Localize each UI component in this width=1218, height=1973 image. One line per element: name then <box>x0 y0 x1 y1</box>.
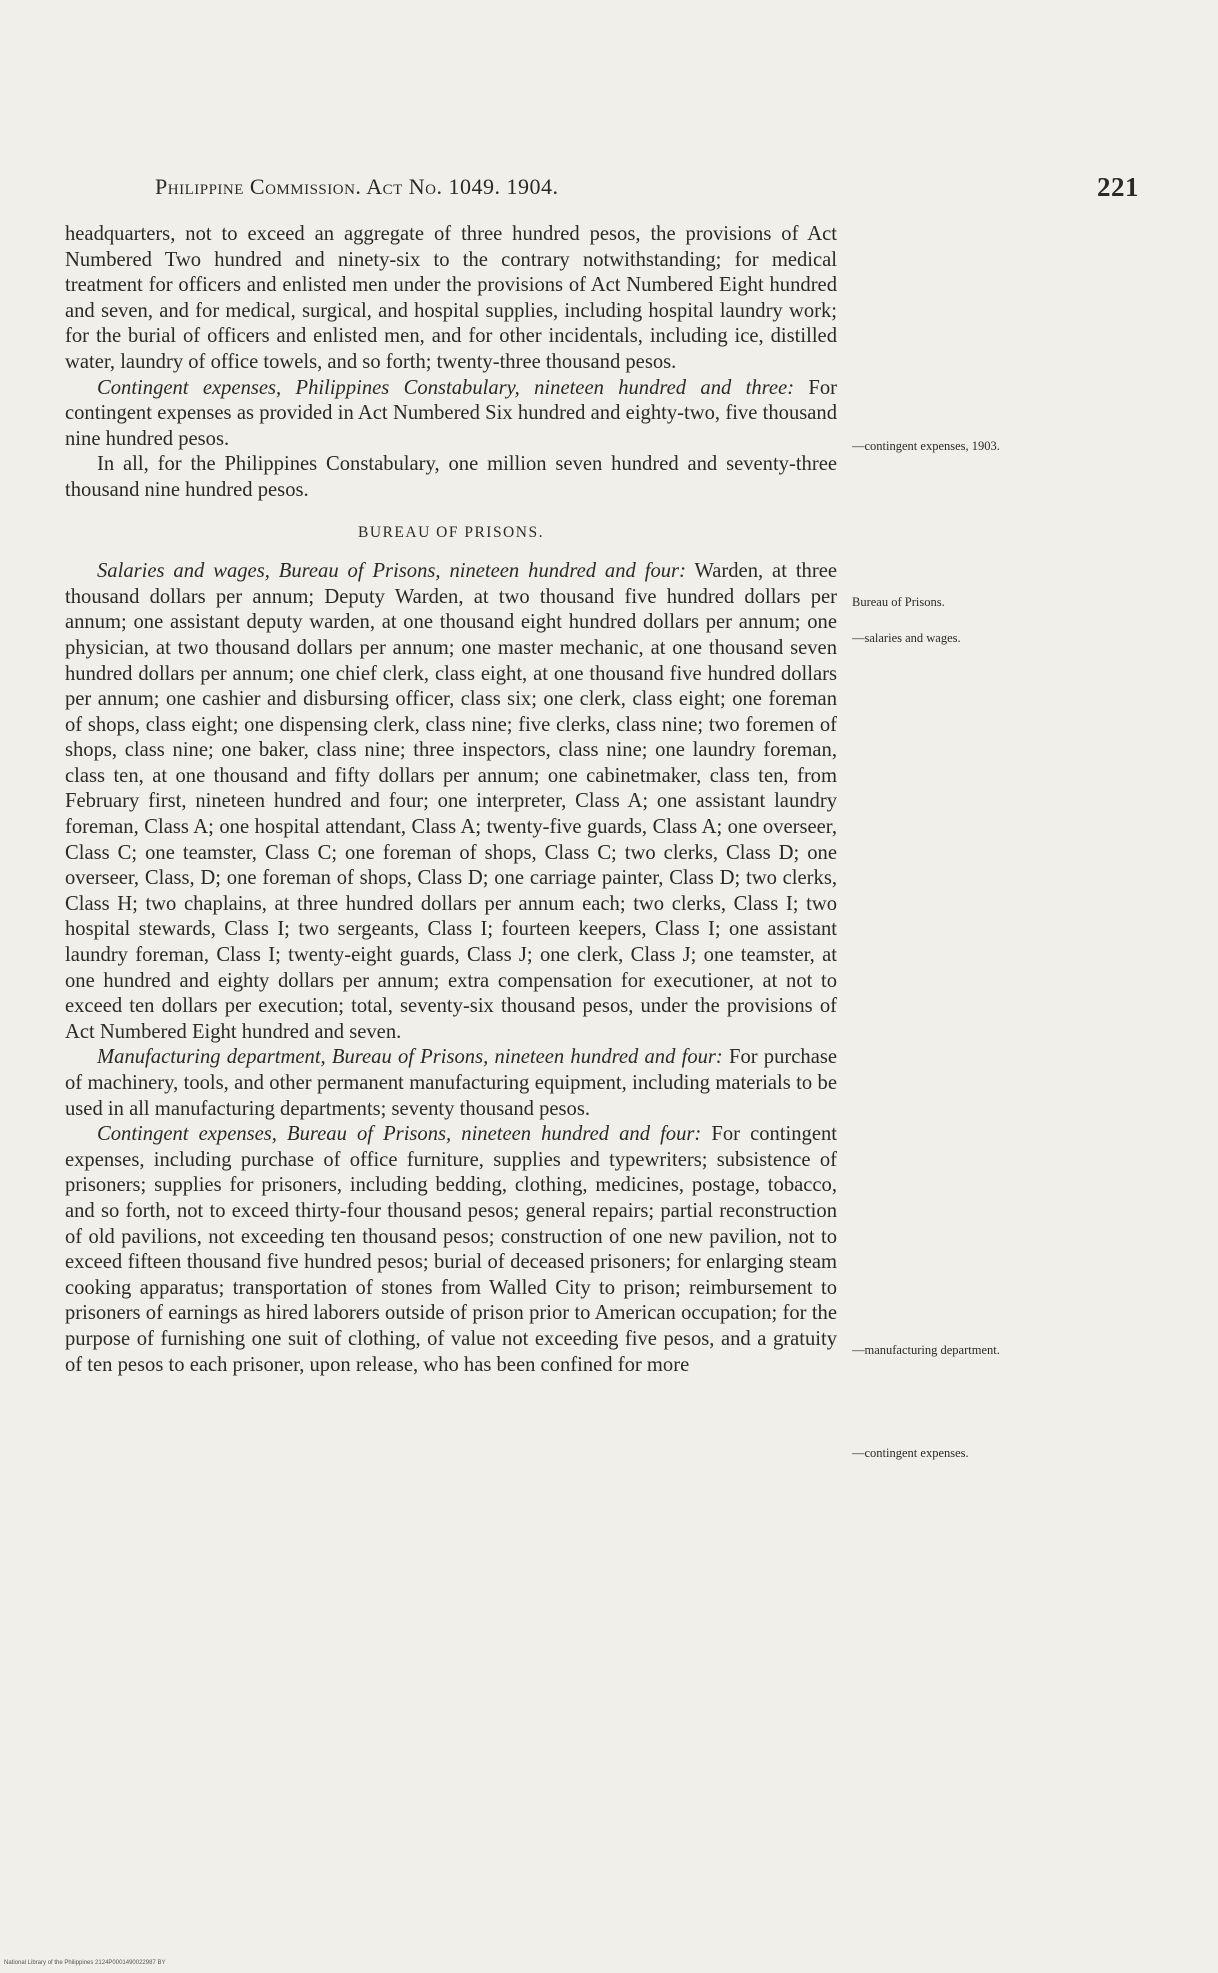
running-title: Philippine Commission. Act No. 1049. 1904. <box>155 174 559 199</box>
item-text: For purchase of machinery, tools, and other permanent manufacturing equipment, including materials to be used in all manufacturing departments; seventy thousand pesos. <box>65 1046 837 1120</box>
margin-note-manufacturing: —manufacturing department. <box>852 1343 1000 1357</box>
item-heading: Contingent expenses, Philippines Constabulary, nineteen hundred and three: <box>97 376 795 399</box>
item-text: Warden, at three thousand dollars per annum; Deputy Warden, at two thousand five hundred dollars per annum; one assistant deputy warden, at one thousand eight hundred dollars per annum; one physician, at two thousand dollars per annum; one master mechanic, at one thousand seven hundred dollars per annum; one chief clerk, class eight, at one thousand five hundred dollars per annum; one cashier and disbursing officer, class six; one clerk, class eight; one foreman of shops, class eight; one dispensing clerk, class nine; five clerks, class nine; two foremen of shops, class nine; one baker, class nine; three inspectors, class nine; one laundry foreman, class ten, at one thousand and fifty dollars per annum; one cabinetmaker, class ten, from February first, nineteen hundred and four; one interpreter, Class A; one assistant laundry foreman, Class A; one hospital attendant, Class A; twenty-five guards, Class A; one overseer, Class C; one teamster, Class C; one foreman of shops, Class C; two clerks, Class D; one overseer, Class, D; one foreman of shops, Class D; one carriage painter, Class D; two clerks, Class H; two chaplains, at three hundred dollars per annum each; two clerks, Class I; two hospital stewards, Class I; two sergeants, Class I; fourteen keepers, Class I; one assistant laundry foreman, Class I; twenty-eight guards, Class J; one clerk, Class J; one teamster, at one hundred and eighty dollars per annum; extra compensation for executioner, at not to exceed ten dollars per execution; total, seventy-six thousand pesos, under the provisions of Act Numbered Eight hundred and seven. <box>65 560 837 1043</box>
paragraph-salaries <box>65 559 837 1045</box>
paragraph-constabulary-contingent <box>65 376 837 453</box>
section-heading: BUREAU OF PRISONS. <box>358 523 544 541</box>
margin-note-bureau-prisons: Bureau of Prisons. <box>852 595 945 609</box>
paragraph-constabulary-total: In all, for the Philippines Constabulary, one million seven hundred and seventy-three thousand nine hundred pesos. <box>65 453 837 501</box>
margin-note-salaries: —salaries and wages. <box>852 631 961 645</box>
body-text <box>65 222 837 1378</box>
item-text: For contingent expenses, including purchase of office furniture, supplies and typewriters; subsistence of prisoners; supplies for prisoners, including bedding, clothing, medicines, postage, tobacco, and so forth, not to exceed thirty-four thousand pesos; general repairs; partial reconstruction of old pavilions, not exceeding ten thousand pesos; construction of one new pavilion, not to exceed fifteen thousand five hundred pesos; burial of deceased prisoners; for enlarging steam cooking apparatus; transportation of stones from Walled City to prison; reimbursement to prisoners of earnings as hired laborers outside of prison prior to American occupation; for the purpose of furnishing one suit of clothing, of value not exceeding five pesos, and a gratuity of ten pesos to each prisoner, upon release, who has been confined for more <box>65 1123 838 1376</box>
paragraph-continuation: headquarters, not to exceed an aggregate of three hundred pesos, the provisions of Act Numbered Two hundred and ninety-six to the contrary notwithstanding; for medical treatment for officers and enlisted men under the provisions of Act Numbered Eight hundred and seven, and for medical, surgical, and hospital supplies, including hospital laundry work; for the burial of officers and enlisted men, and for other incidentals, including ice, distilled water, laundry of office towels, and so forth; twenty-three thousand pesos. <box>65 223 837 373</box>
item-heading: Salaries and wages, Bureau of Prisons, nineteen hundred and four: <box>97 560 686 583</box>
paragraph-prisons-contingent <box>65 1122 837 1378</box>
item-heading: Contingent expenses, Bureau of Prisons, nineteen hundred and four: <box>97 1123 702 1146</box>
page-number: 221 <box>1097 172 1139 202</box>
scan-credit: National Library of the Philippines ⁠2124P0001490022987 ⁠BY <box>4 1960 166 1966</box>
paragraph-manufacturing <box>65 1045 837 1122</box>
item-text: For contingent expenses as provided in Act Numbered Six hundred and eighty-two, five thousand nine hundred pesos. <box>65 376 837 450</box>
running-header <box>155 172 1145 202</box>
margin-note-contingent: —contingent expenses. <box>852 1446 969 1460</box>
item-heading: Manufacturing department, Bureau of Prisons, nineteen hundred and four: <box>97 1046 723 1069</box>
margin-note-contingent-1903: —contingent expenses, 1903. <box>852 439 1000 453</box>
